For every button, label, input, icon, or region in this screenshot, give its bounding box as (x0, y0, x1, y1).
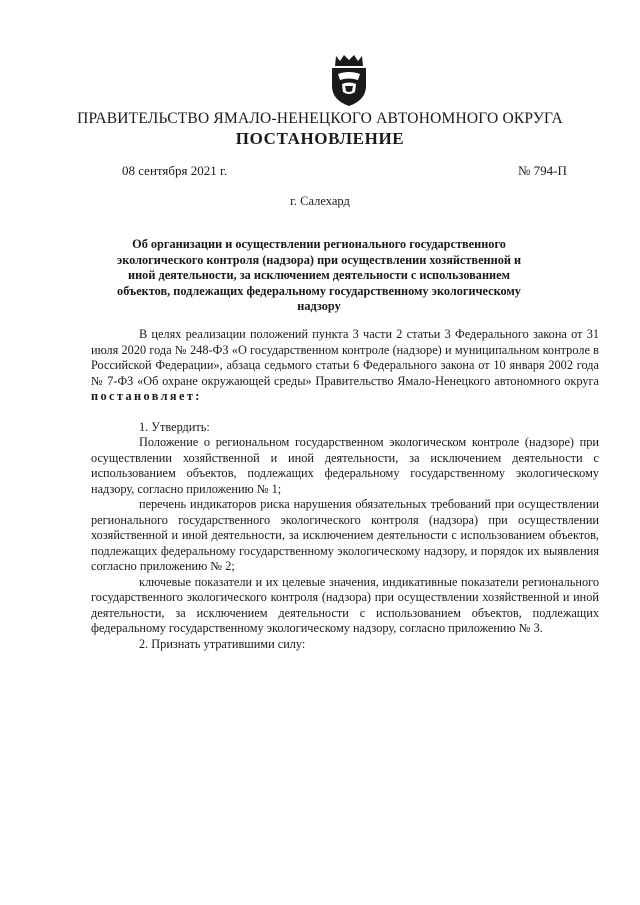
document-number: № 794-П (518, 163, 567, 178)
document-body (91, 327, 599, 652)
item-1-risk-indicators: перечень индикаторов риска нарушения обязательных требований при осуществлении регионального государственного экологического контроля (надзора) при осуществлении хозяйственной и иной деятельности, за исключением деятельности с использованием объектов, подлежащих федеральному государственному экологическому надзору, и порядок их выявления согласно приложению № 2; (91, 497, 599, 573)
item-1-regulation: Положение о региональном государственном экологическом контроле (надзоре) при осуществлении хозяйственной и иной деятельности, за исключением деятельности с использованием объектов, подлежащих федеральному государственному экологическому надзору, согласно приложению № 1; (91, 435, 599, 496)
document-city: г. Салехард (290, 194, 350, 208)
intro-paragraph (91, 327, 599, 405)
document-title: Об организации и осуществлении регионального государственного экологического контроля (надзора) при осуществлении хозяйственной и иной деятельности, за исключением деятельности с использованием объектов, подлежащих федеральному государственному экологическому надзору (116, 237, 522, 313)
intro-text: В целях реализации положений пункта 3 части 2 статьи 3 Федерального закона от 31 июля 2020 года № 248-ФЗ «О государственном контроле (надзоре) и муниципальном контроле в Российской Федерации», абзаца седьмого статьи 6 Федерального закона от 10 января 2002 года № 7-ФЗ «Об охране окружающей среды» Правительство Ямало-Ненецкого автономного округа (91, 327, 599, 388)
coat-of-arms-icon (326, 52, 372, 108)
government-name: ПРАВИТЕЛЬСТВО ЯМАЛО-НЕНЕЦКОГО АВТОНОМНОГО ОКРУГА (77, 110, 563, 127)
item-1: 1. Утвердить: (139, 419, 210, 434)
document-date: 08 сентября 2021 г. (122, 163, 228, 178)
document-type: ПОСТАНОВЛЕНИЕ (235, 129, 405, 148)
item-1-key-indicators: ключевые показатели и их целевые значения, индикативные показатели регионального государственного экологического контроля (надзора) при осуществлении хозяйственной и иной деятельности, за исключением деятельности с использованием объектов, подлежащих федеральному государственному экологическому надзору, согласно приложению № 3. (91, 574, 599, 635)
decree-word: постановляет: (91, 389, 202, 403)
item-2: 2. Признать утратившими силу: (139, 636, 306, 651)
